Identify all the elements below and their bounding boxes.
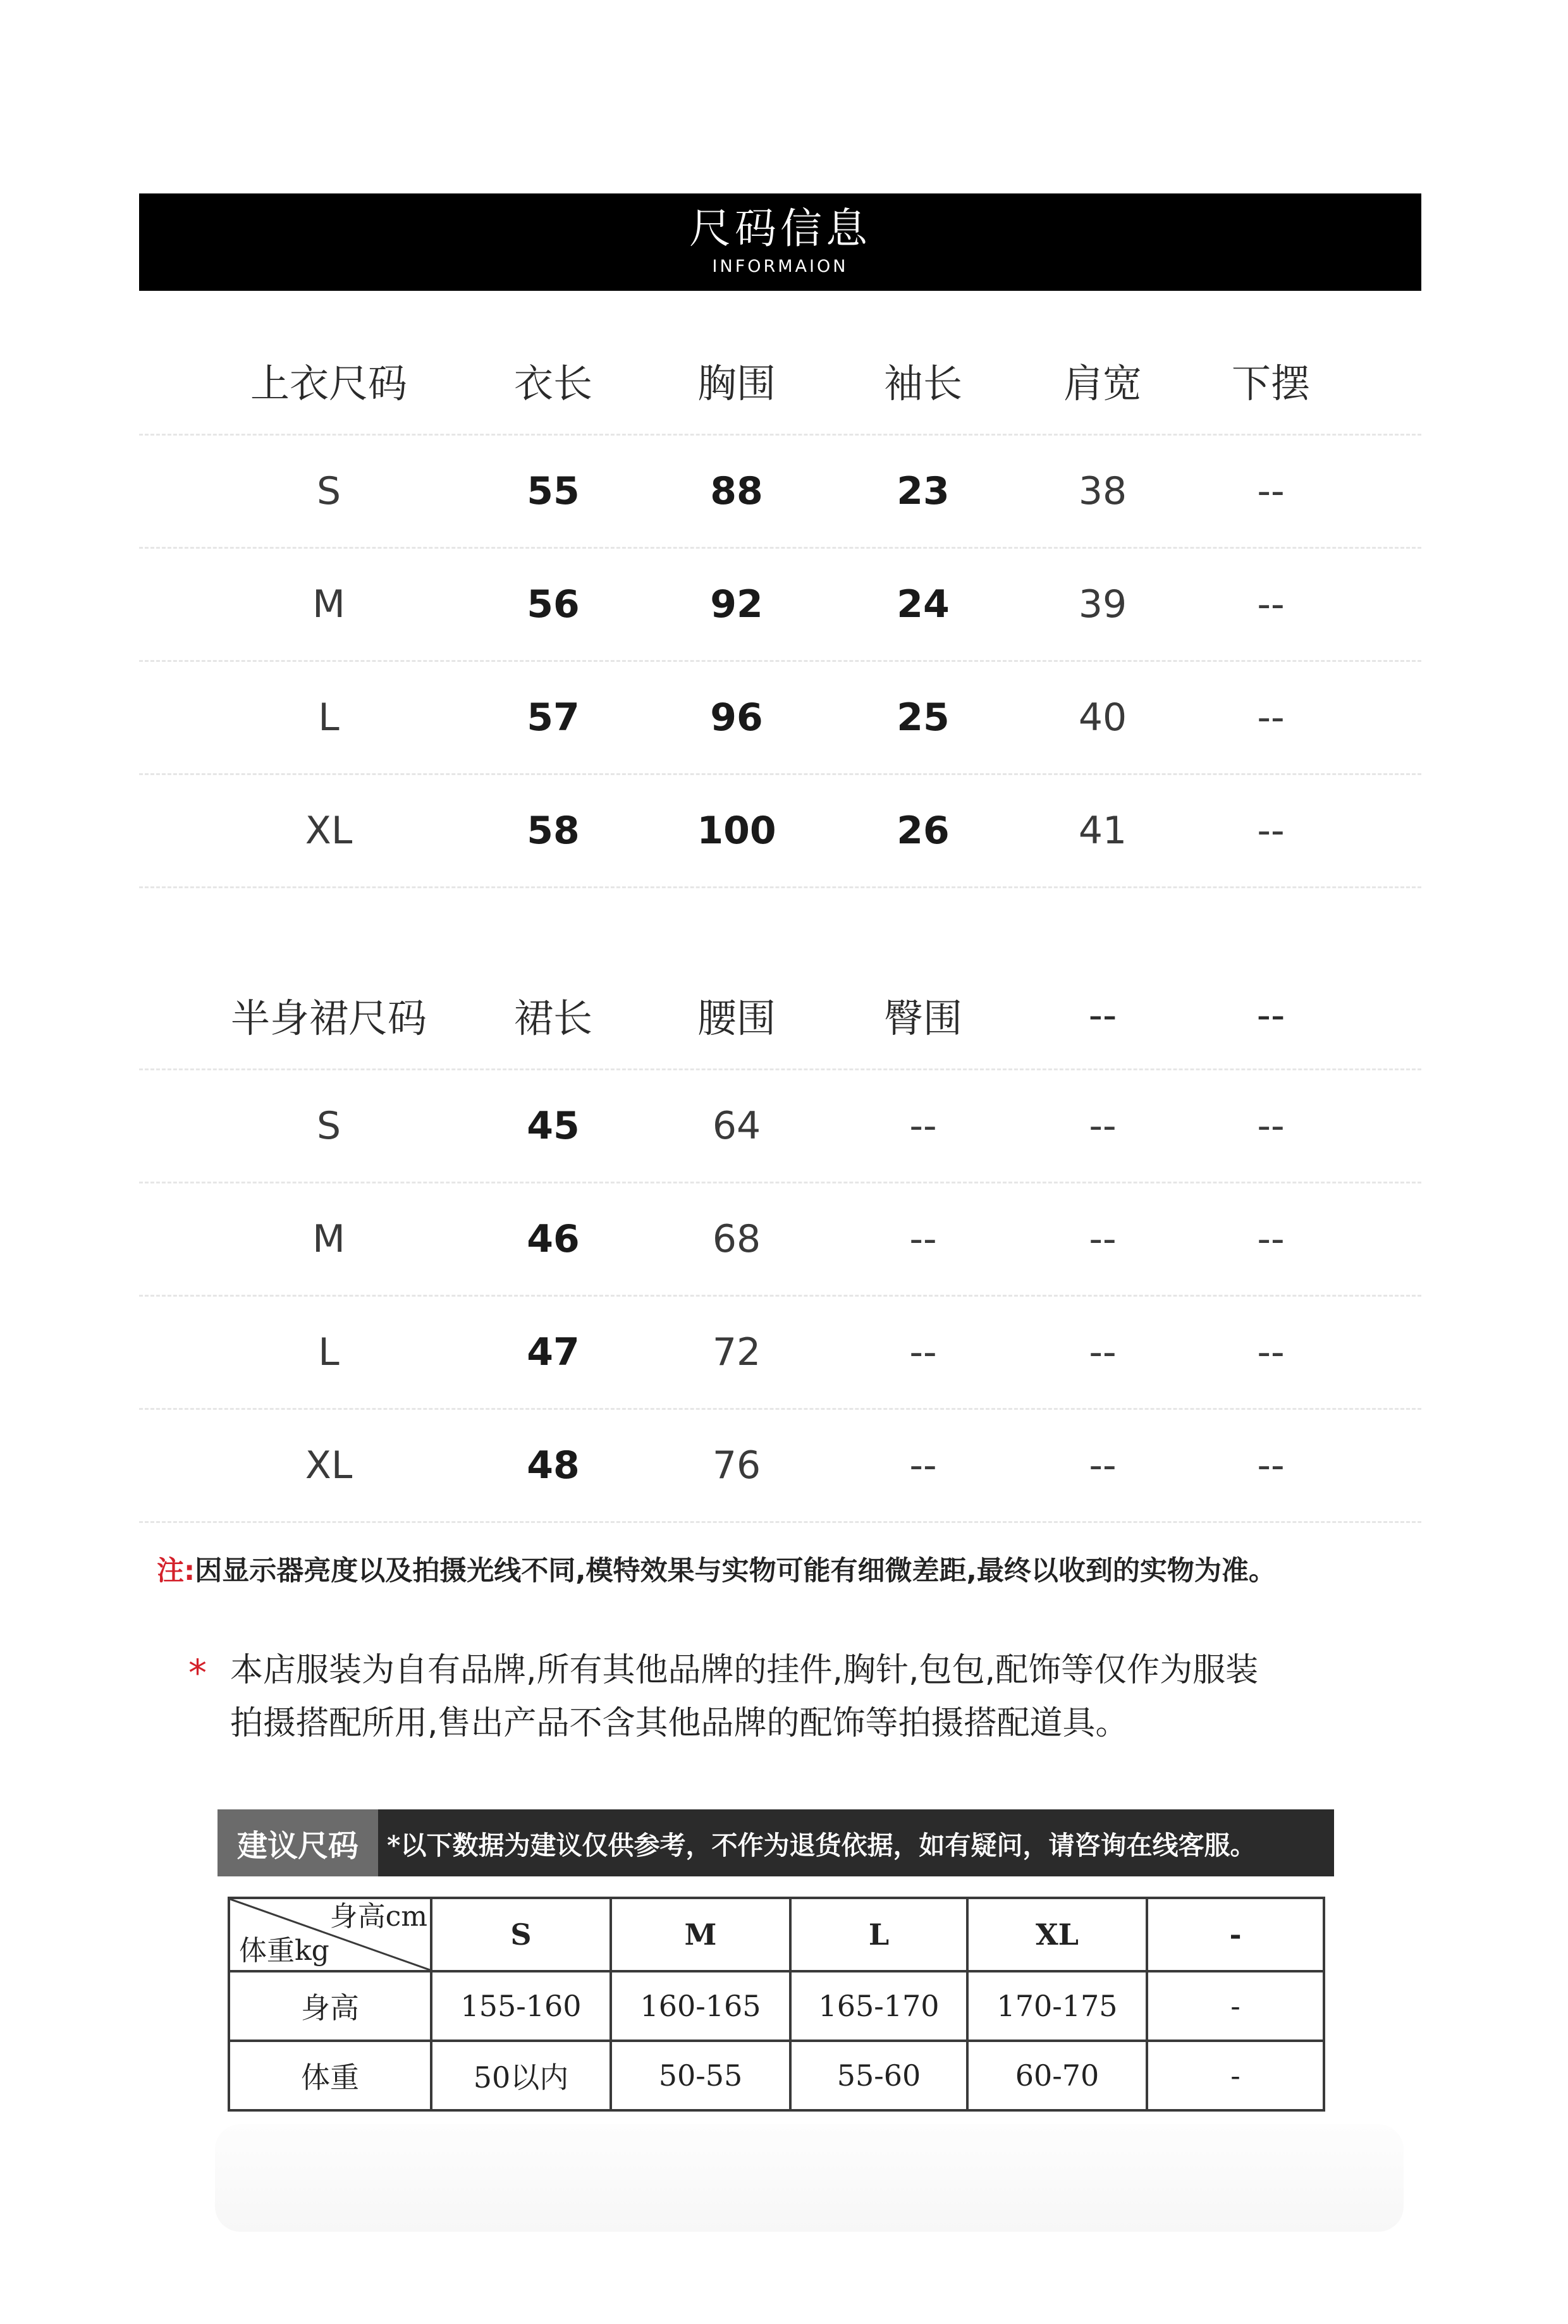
rec-col-header: XL	[967, 1898, 1147, 1971]
size-row	[139, 549, 1421, 662]
size-row	[139, 1410, 1421, 1523]
size-value: --	[1257, 582, 1285, 627]
brand-disclaimer-note	[190, 1644, 1423, 1750]
recommended-size-note: *以下数据为建议仅供参考，不作为退货依据，如有疑问，请咨询在线客服。	[387, 1830, 1256, 1861]
size-value: --	[909, 1217, 937, 1261]
size-value: --	[1257, 809, 1285, 853]
size-value: 26	[897, 809, 950, 853]
size-value: 68	[712, 1217, 761, 1261]
column-header: 袖长	[883, 360, 962, 407]
size-label: XL	[305, 809, 353, 853]
recommended-size-label: 建议尺码	[217, 1809, 378, 1876]
size-value: --	[909, 1330, 937, 1374]
size-value: 55	[527, 469, 580, 513]
banner-subtitle: INFORMAION	[712, 257, 848, 276]
column-header: 下摆	[1231, 360, 1310, 407]
rec-cell: 160-165	[611, 1971, 790, 2041]
size-value: --	[1257, 1330, 1285, 1374]
rec-row-label: 身高	[229, 1971, 431, 2041]
size-value: 40	[1078, 695, 1127, 740]
column-header: 半身裙尺码	[231, 994, 427, 1041]
size-value: --	[1089, 1443, 1117, 1488]
size-value: --	[909, 1443, 937, 1488]
rec-cell: 50以内	[431, 2041, 611, 2110]
rec-row-label: 体重	[229, 2041, 431, 2110]
size-value: 92	[710, 582, 763, 627]
size-value: --	[1257, 1443, 1285, 1488]
size-value: --	[1257, 695, 1285, 740]
size-value: --	[1257, 1104, 1285, 1148]
brand-note-line-1: 本店服装为自有品牌,所有其他品牌的挂件,胸针,包包,配饰等仅作为服装	[230, 1651, 1259, 1689]
recommended-size-bar	[217, 1809, 1334, 1876]
rec-cell: 55-60	[790, 2041, 967, 2110]
column-header: 臀围	[883, 994, 962, 1041]
size-value: 23	[897, 469, 950, 513]
banner-title: 尺码信息	[689, 204, 871, 253]
size-row	[139, 775, 1421, 888]
size-value: 38	[1078, 469, 1127, 513]
rec-col-header: S	[431, 1898, 611, 1971]
size-value: --	[1257, 469, 1285, 513]
size-value: 41	[1078, 809, 1127, 853]
rec-cell: -	[1147, 1971, 1324, 2041]
size-value: 72	[712, 1330, 761, 1374]
size-label: XL	[305, 1443, 353, 1488]
rec-corner-cell	[229, 1898, 431, 1971]
note-mark: 注:	[157, 1555, 195, 1587]
size-row	[139, 662, 1421, 775]
rec-col-header: -	[1147, 1898, 1324, 1971]
size-value: 64	[712, 1104, 761, 1148]
size-label: M	[312, 582, 345, 627]
size-header-row	[139, 961, 1421, 1070]
top-size-table	[139, 326, 1421, 888]
size-value: --	[1257, 1217, 1285, 1261]
size-info-banner	[139, 193, 1421, 291]
size-row	[139, 1183, 1421, 1297]
size-label: S	[316, 469, 341, 513]
brand-note-line-2: 拍摄搭配所用,售出产品不含其他品牌的配饰等拍摄搭配道具。	[230, 1704, 1129, 1742]
display-disclaimer-note	[157, 1552, 1485, 1590]
size-value: 46	[527, 1217, 580, 1261]
size-value: 76	[712, 1443, 761, 1488]
size-value: 96	[710, 695, 763, 740]
size-value: 39	[1078, 582, 1127, 627]
recommended-size-table	[228, 1897, 1325, 2112]
rec-cell: 165-170	[790, 1971, 967, 2041]
size-value: 56	[527, 582, 580, 627]
size-value: --	[1089, 1104, 1117, 1148]
skirt-size-table	[139, 961, 1421, 1523]
size-header-row	[139, 326, 1421, 436]
size-value: 58	[527, 809, 580, 853]
size-value: 100	[697, 809, 776, 853]
size-value: --	[1089, 1217, 1117, 1261]
size-value: 24	[897, 582, 950, 627]
size-value: 25	[897, 695, 950, 740]
size-value: --	[1089, 1330, 1117, 1374]
corner-weight-label: 体重kg	[239, 1935, 329, 1967]
column-header: 衣长	[513, 360, 592, 407]
size-value: --	[909, 1104, 937, 1148]
rec-col-header: L	[790, 1898, 967, 1971]
size-value: 47	[527, 1330, 580, 1374]
rec-header-row	[229, 1898, 1324, 1971]
column-header: 肩宽	[1063, 360, 1142, 407]
asterisk-icon: *	[188, 1651, 207, 1694]
size-row	[139, 1070, 1421, 1183]
size-value: 45	[527, 1104, 580, 1148]
column-header: --	[1088, 991, 1117, 1038]
rec-height-row	[229, 1971, 1324, 2041]
size-value: 48	[527, 1443, 580, 1488]
rec-cell: 170-175	[967, 1971, 1147, 2041]
corner-height-label: 身高cm	[329, 1900, 427, 1933]
rec-weight-row	[229, 2041, 1324, 2110]
column-header: 裙长	[513, 994, 592, 1041]
rec-cell: 60-70	[967, 2041, 1147, 2110]
column-header: 腰围	[697, 994, 776, 1041]
size-value: 88	[710, 469, 763, 513]
column-header: --	[1256, 991, 1285, 1038]
rec-cell: -	[1147, 2041, 1324, 2110]
rec-col-header: M	[611, 1898, 790, 1971]
size-row	[139, 1297, 1421, 1410]
rec-cell: 50-55	[611, 2041, 790, 2110]
note-text: 因显示器亮度以及拍摄光线不同,模特效果与实物可能有细微差距,最终以收到的实物为准。	[195, 1555, 1276, 1587]
size-label: M	[312, 1217, 345, 1261]
size-value: 57	[527, 695, 580, 740]
size-row	[139, 436, 1421, 549]
size-label: S	[316, 1104, 341, 1148]
size-label: L	[318, 695, 340, 740]
rec-cell: 155-160	[431, 1971, 611, 2041]
size-label: L	[318, 1330, 340, 1374]
column-header: 上衣尺码	[250, 360, 407, 407]
column-header: 胸围	[697, 360, 776, 407]
bottom-shadow-area	[215, 2124, 1404, 2232]
